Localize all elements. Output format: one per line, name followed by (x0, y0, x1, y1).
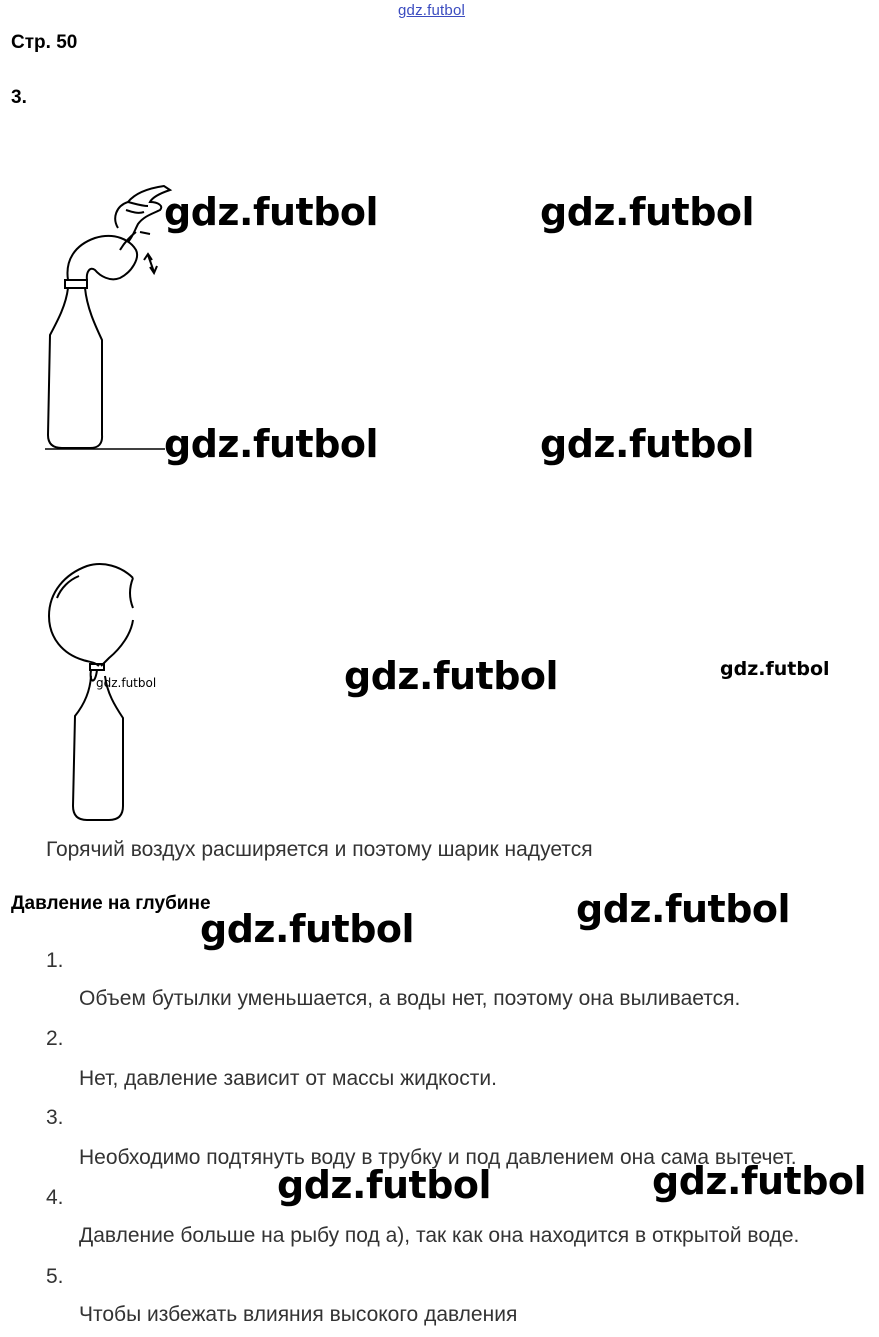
list-item-text: Давление больше на рыбу под а), так как она находится в открытой воде. (79, 1224, 800, 1247)
watermark: gdz.futbol (540, 190, 755, 234)
watermark: gdz.futbol (96, 676, 157, 690)
list-item-text: Объем бутылки уменьшается, а воды нет, поэтому она выливается. (79, 987, 741, 1010)
watermark: gdz.futbol (720, 658, 830, 680)
list-item-number: 3. (46, 1106, 64, 1129)
list-item-text: Нет, давление зависит от массы жидкости. (79, 1067, 497, 1090)
list-item-text: Необходимо подтянуть воду в трубку и под давлением она сама вытечет. (79, 1146, 797, 1169)
watermark: gdz.futbol (277, 1163, 492, 1207)
watermark: gdz.futbol (652, 1159, 867, 1203)
page-reference: Стр. 50 (11, 32, 78, 53)
list-item-number: 1. (46, 949, 64, 972)
task-number: 3. (11, 87, 27, 108)
site-link[interactable]: gdz.futbol (398, 2, 466, 19)
watermark: gdz.futbol (200, 907, 415, 951)
list-item-number: 2. (46, 1027, 64, 1050)
section-heading: Давление на глубине (11, 893, 211, 914)
watermark: gdz.futbol (576, 887, 791, 931)
watermark: gdz.futbol (540, 422, 755, 466)
bottle-balloon-inflated-illustration (43, 558, 143, 828)
watermark: gdz.futbol (164, 190, 379, 234)
watermark: gdz.futbol (344, 654, 559, 698)
list-item-number: 4. (46, 1186, 64, 1209)
list-item-number: 5. (46, 1265, 64, 1288)
watermark: gdz.futbol (164, 422, 379, 466)
list-item-text: Чтобы избежать влияния высокого давления (79, 1303, 518, 1326)
balloon-answer-text: Горячий воздух расширяется и поэтому шарик надуется (46, 838, 593, 861)
